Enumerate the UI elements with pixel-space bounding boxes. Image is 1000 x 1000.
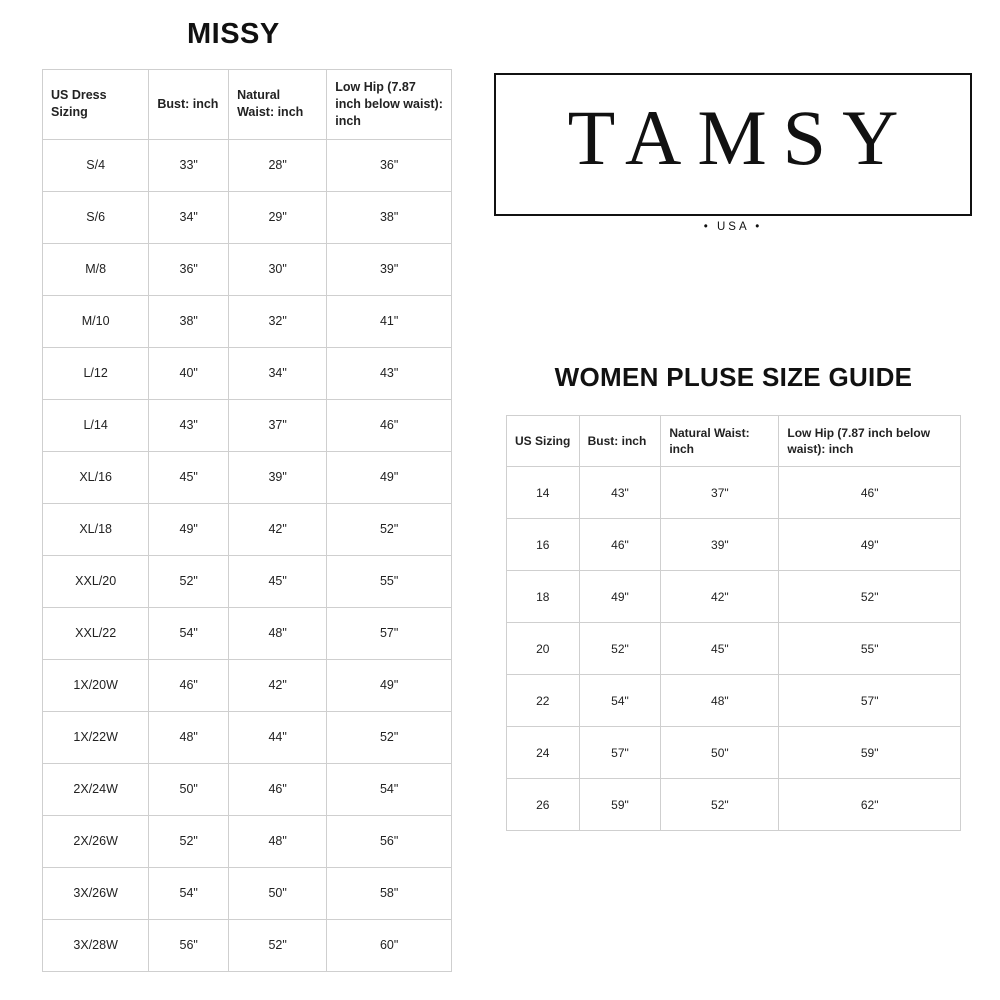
cell-hip: 58" [327,867,452,919]
cell-bust: 38" [149,295,229,347]
cell-bust: 59" [579,779,661,831]
cell-bust: 49" [149,503,229,555]
cell-waist: 48" [229,607,327,659]
cell-hip: 43" [327,347,452,399]
cell-size: XXL/20 [43,555,149,607]
cell-bust: 52" [149,555,229,607]
cell-waist: 29" [229,191,327,243]
brand-logo [494,73,972,233]
cell-waist: 39" [661,519,779,571]
cell-hip: 41" [327,295,452,347]
cell-hip: 55" [327,555,452,607]
cell-waist: 52" [661,779,779,831]
cell-bust: 52" [579,623,661,675]
brand-country-label: • USA • [694,221,772,233]
table-row [43,867,452,919]
cell-size: M/10 [43,295,149,347]
cell-hip: 57" [779,675,961,727]
missy-section [42,18,452,972]
cell-bust: 36" [149,243,229,295]
cell-hip: 55" [779,623,961,675]
cell-hip: 46" [779,467,961,519]
table-row [507,623,961,675]
table-row [43,139,452,191]
cell-waist: 48" [661,675,779,727]
cell-bust: 40" [149,347,229,399]
cell-size: 16 [507,519,580,571]
brand-sub-wrap [496,217,970,235]
column-header-low-hip: Low Hip (7.87 inch below waist): inch [327,70,452,140]
table-row [43,815,452,867]
cell-hip: 49" [327,659,452,711]
cell-bust: 54" [149,607,229,659]
cell-bust: 33" [149,139,229,191]
cell-size: 2X/24W [43,763,149,815]
column-header-us-sizing: US Sizing [507,416,580,467]
table-row [507,727,961,779]
table-row [43,555,452,607]
table-row [43,347,452,399]
table-row [43,295,452,347]
table-row [43,399,452,451]
cell-size: XL/18 [43,503,149,555]
cell-hip: 59" [779,727,961,779]
table-row [507,519,961,571]
cell-size: 1X/22W [43,711,149,763]
cell-bust: 50" [149,763,229,815]
table-row [43,659,452,711]
cell-hip: 54" [327,763,452,815]
table-row [43,763,452,815]
cell-size: 24 [507,727,580,779]
cell-waist: 37" [661,467,779,519]
cell-waist: 46" [229,763,327,815]
plus-size-title: WOMEN PLUSE SIZE GUIDE [554,362,913,392]
column-header-bust: Bust: inch [149,70,229,140]
column-header-us-dress-sizing: US Dress Sizing [43,70,149,140]
cell-hip: 36" [327,139,452,191]
cell-size: M/8 [43,243,149,295]
cell-waist: 52" [229,919,327,971]
cell-size: 3X/26W [43,867,149,919]
column-header-bust: Bust: inch [579,416,661,467]
cell-bust: 46" [579,519,661,571]
cell-size: XXL/22 [43,607,149,659]
table-row [43,503,452,555]
table-row [43,243,452,295]
cell-size: 3X/28W [43,919,149,971]
table-row [43,451,452,503]
table-row [507,675,961,727]
cell-size: XL/16 [43,451,149,503]
cell-bust: 45" [149,451,229,503]
table-row [43,711,452,763]
cell-waist: 50" [661,727,779,779]
cell-size: 1X/20W [43,659,149,711]
cell-bust: 57" [579,727,661,779]
cell-waist: 44" [229,711,327,763]
missy-size-table [42,69,452,972]
cell-hip: 52" [327,711,452,763]
cell-bust: 52" [149,815,229,867]
cell-waist: 42" [229,503,327,555]
cell-waist: 42" [229,659,327,711]
cell-waist: 42" [661,571,779,623]
cell-waist: 50" [229,867,327,919]
cell-hip: 39" [327,243,452,295]
cell-bust: 54" [149,867,229,919]
cell-size: 14 [507,467,580,519]
cell-size: S/6 [43,191,149,243]
table-row [507,779,961,831]
cell-waist: 34" [229,347,327,399]
table-row [43,919,452,971]
table-row [507,571,961,623]
cell-bust: 49" [579,571,661,623]
missy-title: MISSY [187,18,280,50]
cell-waist: 45" [661,623,779,675]
cell-bust: 43" [149,399,229,451]
cell-hip: 49" [779,519,961,571]
cell-waist: 30" [229,243,327,295]
table-row [507,467,961,519]
cell-waist: 28" [229,139,327,191]
cell-bust: 43" [579,467,661,519]
table-row [43,607,452,659]
cell-hip: 49" [327,451,452,503]
cell-hip: 46" [327,399,452,451]
cell-size: S/4 [43,139,149,191]
column-header-natural-waist: Natural Waist: inch [661,416,779,467]
cell-bust: 56" [149,919,229,971]
cell-waist: 32" [229,295,327,347]
cell-hip: 56" [327,815,452,867]
cell-size: L/14 [43,399,149,451]
cell-waist: 37" [229,399,327,451]
cell-size: 2X/26W [43,815,149,867]
cell-waist: 45" [229,555,327,607]
cell-waist: 39" [229,451,327,503]
cell-size: L/12 [43,347,149,399]
column-header-natural-waist: Natural Waist: inch [229,70,327,140]
cell-hip: 52" [779,571,961,623]
column-header-low-hip: Low Hip (7.87 inch below waist): inch [779,416,961,467]
cell-hip: 38" [327,191,452,243]
table-header-row [43,70,452,140]
cell-waist: 48" [229,815,327,867]
brand-name: TAMSY [567,93,915,181]
cell-hip: 62" [779,779,961,831]
table-row [43,191,452,243]
cell-bust: 48" [149,711,229,763]
cell-hip: 60" [327,919,452,971]
cell-size: 18 [507,571,580,623]
cell-bust: 54" [579,675,661,727]
plus-size-section [506,362,961,831]
cell-size: 22 [507,675,580,727]
cell-size: 26 [507,779,580,831]
cell-bust: 34" [149,191,229,243]
plus-size-table [506,415,961,831]
cell-size: 20 [507,623,580,675]
cell-hip: 52" [327,503,452,555]
cell-bust: 46" [149,659,229,711]
cell-hip: 57" [327,607,452,659]
table-header-row [507,416,961,467]
